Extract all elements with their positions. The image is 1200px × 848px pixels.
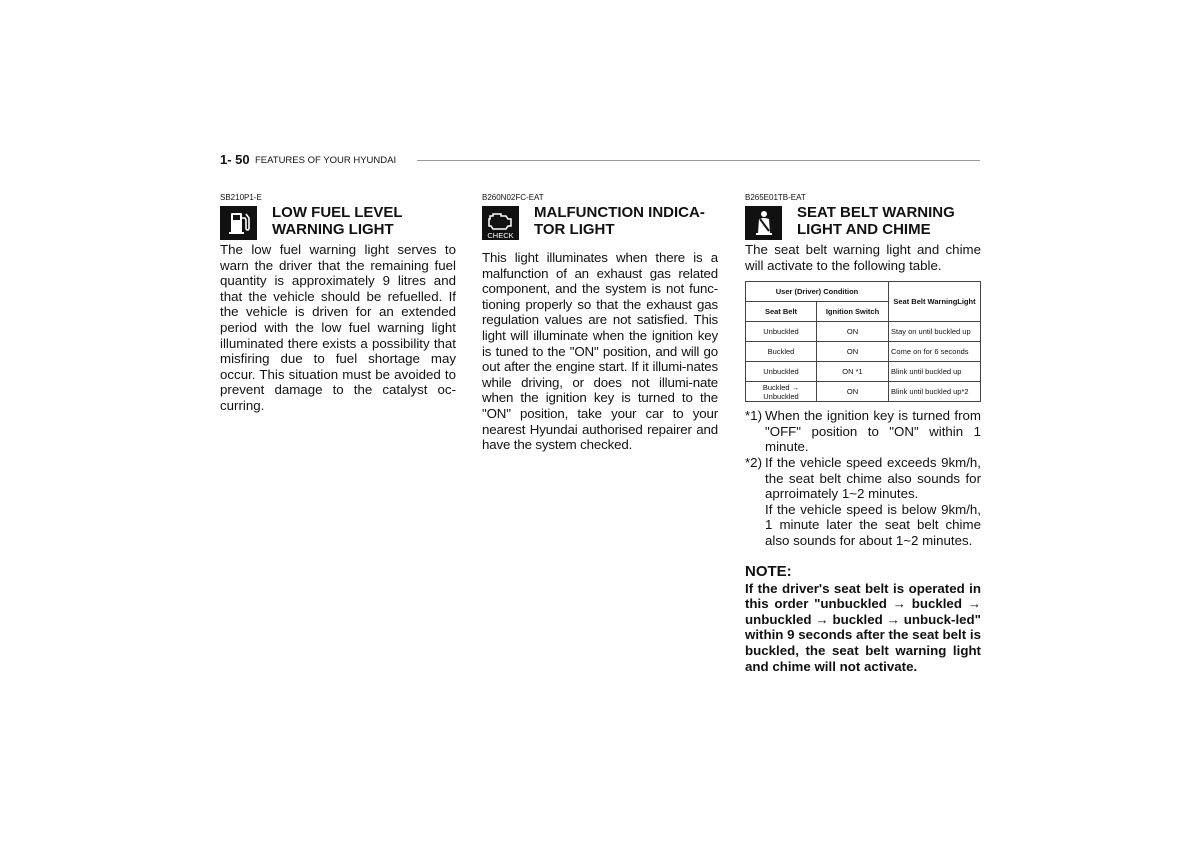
check-label: CHECK <box>487 231 514 240</box>
warning-cell: Blink until buckled up <box>889 362 981 382</box>
seat-belt-icon <box>745 206 782 240</box>
warning-light-header: Seat Belt WarningLight <box>889 282 981 322</box>
warning-cell: Stay on until buckled up <box>889 322 981 342</box>
title-line: LIGHT AND CHIME <box>797 221 931 238</box>
title-line: LOW FUEL LEVEL <box>272 204 403 221</box>
body-text: This light illuminates when there is a malfunction of an exhaust gas related component, and the system is not func-tioning properly so that the exhaust gas regulation values are not satisfied. This light will illuminate when the ignition key is tuned to the "ON" position, and will go out after the engine start. If it illumi-nates while driving, or does not illumi-nate when the ignition key is turned to the "ON" position, take your car to your nearest Hyundai authorised repairer and have the system checked. <box>482 250 718 453</box>
section-title <box>272 204 403 238</box>
footnote-text: If the vehicle speed exceeds 9km/h, the seat belt chime also sounds for aprroimately 1~2 minutes. <box>765 454 981 502</box>
footnote-2 <box>745 455 981 549</box>
footnote-marker: *2) <box>745 454 762 470</box>
fuel-pump-icon <box>220 206 257 240</box>
title-line: SEAT BELT WARNING <box>797 204 955 221</box>
seat-belt-condition-table <box>745 281 981 402</box>
title-line: WARNING LIGHT <box>272 221 394 238</box>
ignition-header: Ignition Switch <box>817 302 889 322</box>
note-heading: NOTE: <box>745 562 792 580</box>
section-code: SB210P1-E <box>220 193 262 202</box>
warning-cell: Blink until buckled up*2 <box>889 382 981 402</box>
seat-belt-section <box>745 193 981 674</box>
page-number: 1- 50 <box>220 152 250 167</box>
intro-text: The seat belt warning light and chime will activate to the following table. <box>745 242 981 273</box>
footnote-text: When the ignition key is turned from "OFF" position to "ON" within 1 minute. <box>765 408 981 455</box>
header-rule <box>417 160 980 161</box>
belt-cell: Buckled → Unbuckled <box>746 382 817 402</box>
note-body: If the driver's seat belt is operated in this order "unbuckled → buckled → unbuckled → buckled → unbuck-led" within 9 seconds after the seat belt is buckled, the seat belt warning light and chime will not activate. <box>745 580 981 674</box>
title-line: TOR LIGHT <box>534 221 615 238</box>
group-header: User (Driver) Condition <box>746 282 889 302</box>
low-fuel-section <box>220 193 456 414</box>
section-code: B260N02FC-EAT <box>482 193 544 202</box>
section-title-row <box>220 204 456 240</box>
section-title-row <box>745 204 981 240</box>
ignition-cell: ON <box>817 322 889 342</box>
belt-cell: Unbuckled <box>746 362 817 382</box>
ignition-cell: ON *1 <box>817 362 889 382</box>
table-row <box>746 322 981 342</box>
seat-belt-header: Seat Belt <box>746 302 817 322</box>
section-title-row <box>482 204 718 240</box>
ignition-cell: ON <box>817 342 889 362</box>
belt-cell: Buckled <box>746 342 817 362</box>
check-engine-icon <box>482 206 519 240</box>
page-header <box>220 152 980 168</box>
table-row <box>746 362 981 382</box>
title-line: MALFUNCTION INDICA- <box>534 204 705 221</box>
belt-cell: Unbuckled <box>746 322 817 342</box>
table-row <box>746 382 981 402</box>
warning-cell: Come on for 6 seconds <box>889 342 981 362</box>
section-name: FEATURES OF YOUR HYUNDAI <box>255 155 397 166</box>
footnote-text: If the vehicle speed is below 9km/h, 1 minute later the seat belt chime also sounds for about 1~2 minutes. <box>765 501 981 548</box>
section-title <box>534 204 705 238</box>
table-row <box>746 342 981 362</box>
ignition-cell: ON <box>817 382 889 402</box>
malfunction-section <box>482 193 718 453</box>
footnote-1 <box>745 408 981 455</box>
section-title <box>797 204 955 238</box>
section-code: B265E01TB-EAT <box>745 193 806 202</box>
body-text: The low fuel warning light serves to warn the driver that the remaining fuel quantity is approximately 9 litres and that the vehicle should be refuelled. If the vehicle is driven for an extended period with the low fuel warning light illuminated there exists a possibility that misfiring due to fuel shortage may occur. This situation must be avoided to prevent damage to the catalyst oc-curring. <box>220 242 456 413</box>
footnotes <box>745 408 981 548</box>
table-header-row <box>746 282 981 302</box>
footnote-marker: *1) <box>745 408 762 424</box>
